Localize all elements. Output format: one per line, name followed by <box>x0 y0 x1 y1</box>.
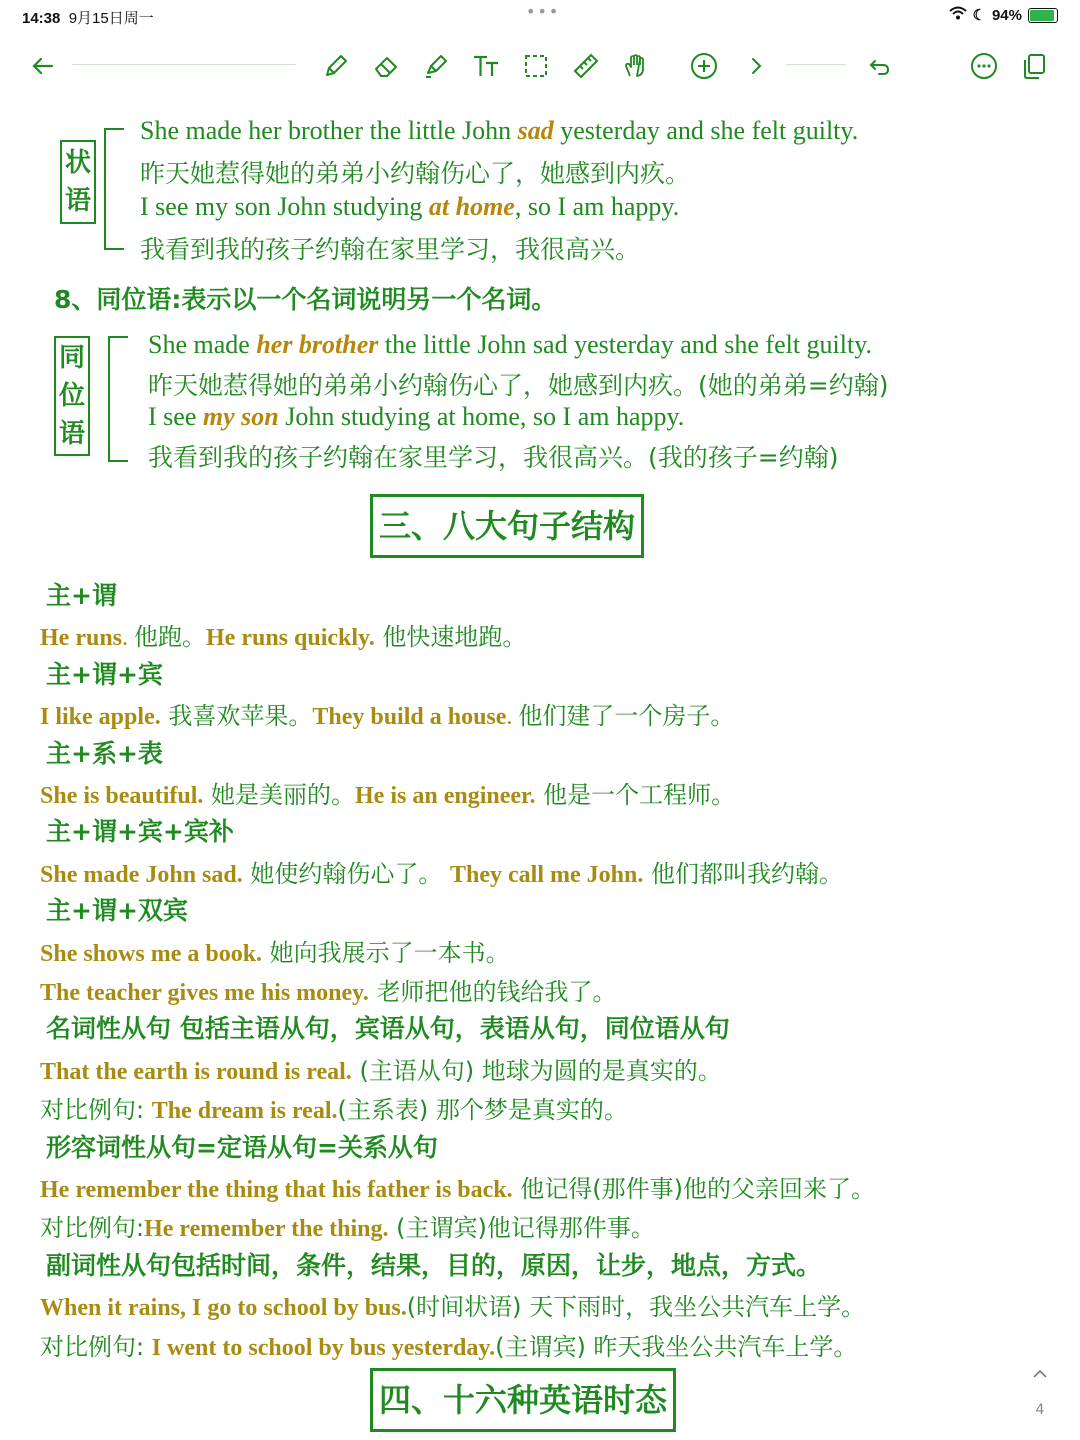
example-english-text: They build a house <box>312 704 507 730</box>
example-english-text: She shows me a book. <box>40 941 263 967</box>
moon-icon: ☾ <box>972 7 986 24</box>
structure-heading: 主+谓+双宾 <box>46 896 188 925</box>
example-chinese-text: 他是一个工程师。 <box>535 781 736 809</box>
wifi-icon <box>949 6 967 24</box>
bracket-appositive <box>108 336 128 462</box>
toolbar-divider-right <box>786 64 846 65</box>
section4-title: 四、十六种英语时态 <box>370 1368 676 1432</box>
example-english-text: She made John sad. <box>40 862 243 888</box>
example-english-text: He runs <box>40 625 123 651</box>
chevron-up-icon[interactable] <box>1030 1368 1050 1384</box>
example-english-text: When it rains, I go to school by bus. <box>40 1295 407 1321</box>
back-arrow-icon[interactable] <box>24 48 60 84</box>
structure-example <box>40 696 734 731</box>
example-chinese-text: 她是美丽的。 <box>203 781 356 809</box>
appositive-line-2: 昨天她惹得她的弟弟小约翰伤心了，她感到内疚。(她的弟弟=约翰) <box>148 371 889 400</box>
structure-example <box>40 1090 628 1125</box>
battery-percent: 94% <box>991 6 1022 24</box>
label-appositive: 同 位 语 <box>54 336 90 456</box>
structure-example <box>40 1051 722 1086</box>
example-chinese-text: (主语从句) 地球为圆的是真实的。 <box>351 1057 722 1085</box>
appositive-line-3: I see my son John studying at home, so I am happy. <box>148 402 685 431</box>
highlighter-icon[interactable] <box>418 48 454 84</box>
example-english-text: She is beautiful. <box>40 783 204 809</box>
appositive-heading: 8、同位语:表示以一个名词说明另一个名词。 <box>54 285 557 314</box>
structure-heading: 主+谓+宾 <box>46 660 163 689</box>
structure-heading: 名词性从句 包括主语从句，宾语从句，表语从句，同位语从句 <box>46 1014 730 1043</box>
example-english-text: The teacher gives me his money. <box>40 980 369 1006</box>
appositive-line-4: 我看到我的孩子约翰在家里学习，我很高兴。(我的孩子=约翰) <box>148 443 839 472</box>
chevron-right-icon[interactable] <box>738 48 774 84</box>
add-icon[interactable] <box>686 48 722 84</box>
example-english-text: . <box>122 625 135 651</box>
adverbial-line-4: 我看到我的孩子约翰在家里学习，我很高兴。 <box>140 235 641 264</box>
structure-example <box>40 1169 875 1204</box>
adverbial-line-2: 昨天她惹得她的弟弟小约翰伤心了，她感到内疚。 <box>140 159 691 188</box>
label-adverbial: 状 语 <box>60 140 96 224</box>
example-english-text: They call me John. <box>450 862 644 888</box>
structure-example <box>40 933 510 968</box>
structure-example <box>40 617 526 652</box>
page-indicator <box>1030 1368 1050 1418</box>
toolbar <box>0 40 1080 92</box>
example-english-text: He remember the thing. <box>144 1216 389 1242</box>
example-chinese-text: (时间状语) 天下雨时，我坐公共汽车上学。 <box>406 1293 866 1321</box>
pages-icon[interactable] <box>1016 48 1052 84</box>
example-chinese-text: 他们都叫我约翰。 <box>643 860 843 888</box>
example-chinese-text: 他跑。 <box>134 623 207 651</box>
example-english-text: He is an engineer. <box>355 783 536 809</box>
example-english-text: That the earth is round is real. <box>40 1059 352 1085</box>
text-icon[interactable] <box>468 48 504 84</box>
eraser-icon[interactable] <box>368 48 404 84</box>
adverbial-line-3: I see my son John studying at home, so I am happy. <box>140 192 680 221</box>
more-icon[interactable] <box>966 48 1002 84</box>
structure-example <box>40 1287 865 1322</box>
example-chinese-text: 对比例句: <box>40 1333 152 1361</box>
pen-icon[interactable] <box>318 48 354 84</box>
example-chinese-text: 她向我展示了一本书。 <box>262 939 510 967</box>
structure-example <box>40 1327 857 1362</box>
lasso-icon[interactable] <box>518 48 554 84</box>
example-chinese-text: 对比例句: <box>40 1096 152 1124</box>
bracket-adverbial <box>104 128 124 250</box>
example-chinese-text: 他们建了一个房子。 <box>518 702 735 730</box>
example-chinese-text: 我喜欢苹果。 <box>160 702 313 730</box>
status-bar <box>0 0 1080 32</box>
structure-example <box>40 1208 655 1243</box>
structure-example <box>40 775 735 810</box>
example-english-text: He runs quickly. <box>206 625 375 651</box>
structure-heading: 主+谓 <box>46 581 117 610</box>
example-chinese-text: 老师把他的钱给我了。 <box>368 978 617 1006</box>
structure-example <box>40 854 843 889</box>
example-chinese-text: 对比例句: <box>40 1214 145 1242</box>
hand-icon[interactable] <box>618 48 654 84</box>
structure-heading: 形容词性从句=定语从句=关系从句 <box>46 1133 438 1162</box>
example-chinese-text: 她使约翰伤心了。 <box>242 860 450 888</box>
adverbial-line-1: She made her brother the little John sad yesterday and she felt guilty. <box>140 116 859 145</box>
undo-icon[interactable] <box>862 48 898 84</box>
example-english-text: The dream is real. <box>151 1098 338 1124</box>
structure-heading: 主+系+表 <box>46 739 163 768</box>
example-english-text: . <box>506 704 519 730</box>
structure-example <box>40 972 617 1007</box>
battery-icon <box>1028 8 1058 23</box>
example-english-text: I went to school by bus yesterday. <box>151 1335 496 1361</box>
toolbar-divider-left <box>72 64 296 65</box>
structure-heading: 副词性从句包括时间，条件，结果，目的，原因，让步，地点，方式。 <box>46 1251 822 1280</box>
example-english-text: He remember the thing that his father is back. <box>40 1177 513 1203</box>
multitask-dots[interactable]: ••• <box>526 2 561 21</box>
ruler-icon[interactable] <box>568 48 604 84</box>
section3-title: 三、八大句子结构 <box>370 494 644 558</box>
example-chinese-text: (主系表) 那个梦是真实的。 <box>337 1096 628 1124</box>
example-english-text: I like apple. <box>40 704 161 730</box>
example-chinese-text: (主谓宾)他记得那件事。 <box>388 1214 655 1242</box>
example-chinese-text: (主谓宾) 昨天我坐公共汽车上学。 <box>495 1333 858 1361</box>
page-number: 4 <box>1035 1402 1045 1418</box>
appositive-line-1: She made her brother the little John sad yesterday and she felt guilty. <box>148 330 873 359</box>
status-time: 14:38 9月15日周一 <box>22 10 154 27</box>
structure-heading: 主+谓+宾+宾补 <box>46 817 234 846</box>
status-right <box>949 6 1058 24</box>
example-chinese-text: 他快速地跑。 <box>374 623 527 651</box>
example-chinese-text: 他记得(那件事)他的父亲回来了。 <box>512 1175 875 1203</box>
